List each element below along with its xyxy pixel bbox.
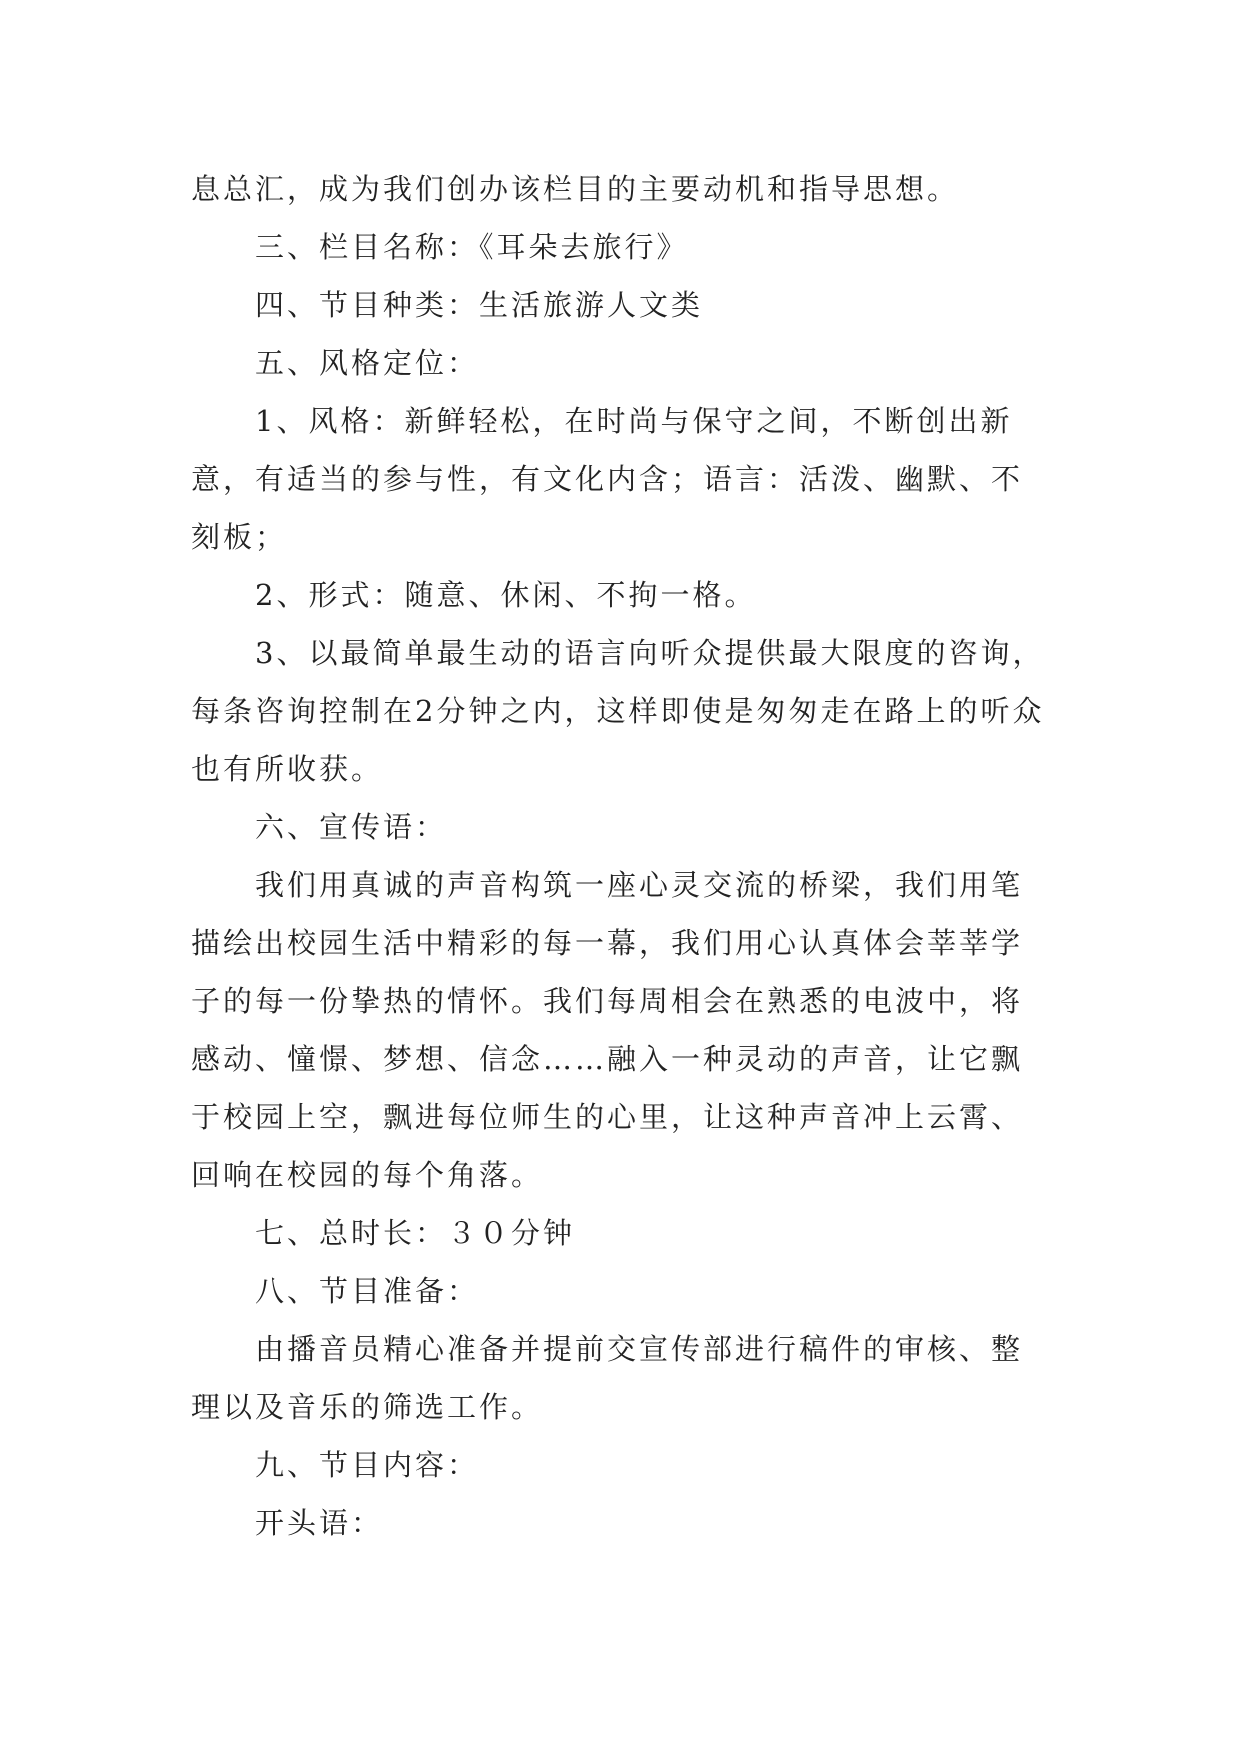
list-item-consulting: 3、以最简单最生动的语言向听众提供最大限度的咨询，每条咨询控制在2分钟之内，这样即使是匆匆走在路上的听众也有所收获。 bbox=[191, 636, 1045, 786]
paragraph-slogan: 我们用真诚的声音构筑一座心灵交流的桥梁，我们用笔描绘出校园生活中精彩的每一幕，我们用心认真体会莘莘学子的每一份挚热的情怀。我们每周相会在熟悉的电波中，将感动、憧憬、梦想、信念……融入一种灵动的声音，让它飘于校园上空，飘进每位师生的心里，让这种声音冲上云霄、回响在校园的每个角落。 bbox=[191, 868, 1024, 1192]
section-heading-program-type: 四、节目种类：生活旅游人文类 bbox=[255, 288, 704, 322]
list-item-style: 1、风格：新鲜轻松，在时尚与保守之间，不断创出新意，有适当的参与性，有文化内含；语言：活泼、幽默、不刻板； bbox=[191, 404, 1024, 554]
paragraph-preparation: 由播音员精心准备并提前交宣传部进行稿件的审核、整理以及音乐的筛选工作。 bbox=[191, 1332, 1024, 1424]
section-heading-style: 五、风格定位： bbox=[255, 346, 480, 380]
list-item-form: 2、形式：随意、休闲、不拘一格。 bbox=[255, 578, 757, 612]
paragraph-opening-words: 开头语： bbox=[255, 1506, 384, 1540]
section-heading-preparation: 八、节目准备： bbox=[255, 1274, 480, 1308]
section-heading-column-name: 三、栏目名称：《耳朵去旅行》 bbox=[255, 230, 689, 264]
section-heading-duration: 七、总时长：３０分钟 bbox=[255, 1216, 576, 1250]
section-heading-content: 九、节目内容： bbox=[255, 1448, 480, 1482]
document-body bbox=[191, 160, 1051, 1552]
paragraph-continuation: 息总汇，成为我们创办该栏目的主要动机和指导思想。 bbox=[191, 172, 960, 206]
section-heading-slogan: 六、宣传语： bbox=[255, 810, 448, 844]
